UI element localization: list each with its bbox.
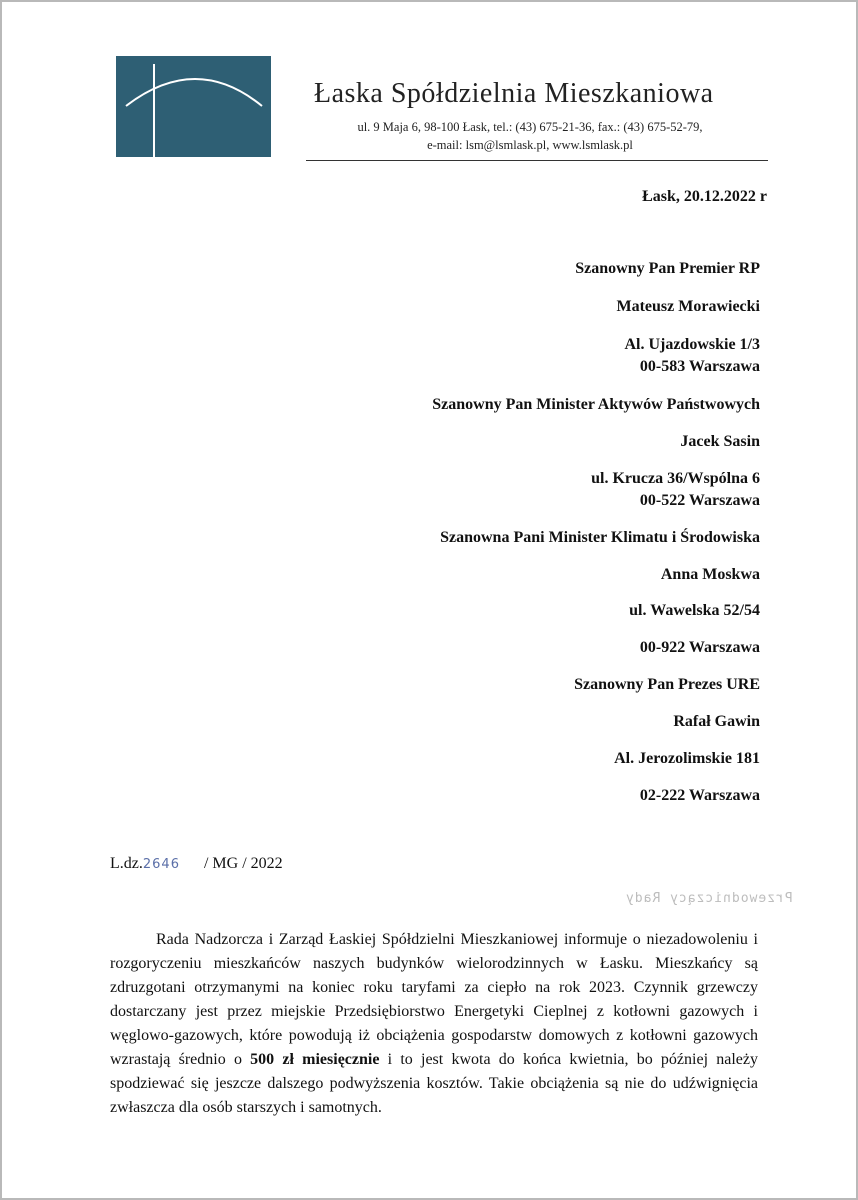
body-paragraph	[110, 928, 758, 1120]
body-text-part1: Rada Nadzorcza i Zarząd Łaskiej Spółdzielni Mieszkaniowej informuje o niezadowoleniu i rozgoryczeniu mieszkańców naszych budynków wielorodzinnych w Łasku. Mieszkańcy są zdruzgotani otrzymanymi na koniec roku taryfami za ciepło na rok 2023. Czynnik grzewczy dostarczany jest przez miejskie Przedsiębiorstwo Energetyki Cieplnej z kotłowni gazowych i węglowo-gazowych, które powodują iż obciążenia gospodarstw domowych z kotłowni gazowych wzrastają średnio o	[110, 931, 758, 1068]
recipient-line: 02-222 Warszawa	[639, 787, 760, 804]
org-address	[310, 118, 750, 154]
recipient-line: Al. Ujazdowskie 1/3	[624, 336, 760, 353]
recipient-line: Szanowny Pan Minister Aktywów Państwowych	[432, 396, 760, 413]
recipient-line: Jacek Sasin	[680, 433, 760, 450]
reference-suffix: / MG / 2022	[203, 855, 283, 872]
recipient-line: Szanowny Pan Premier RP	[575, 260, 760, 277]
recipient-line: ul. Krucza 36/Wspólna 6	[591, 470, 760, 487]
recipient-line: ul. Wawelska 52/54	[629, 602, 760, 619]
header-divider	[306, 160, 768, 161]
org-address-line2: e-mail: lsm@lsmlask.pl, www.lsmlask.pl	[427, 138, 633, 152]
reference-prefix: L.dz.	[110, 855, 143, 872]
logo-text: SM	[297, 163, 357, 201]
house-roof-icon	[116, 56, 271, 157]
recipient-line: 00-922 Warszawa	[639, 639, 760, 656]
recipient-line: Szanowna Pani Minister Klimatu i Środowiska	[440, 529, 760, 546]
body-text-part2: i to jest kwota do końca kwietnia, bo później należy spodziewać się jeszcze dalszego podwyższenia kosztów. Takie obciążenia są nie do udźwignięcia zwłaszcza dla osób starszych i samotnych.	[110, 1051, 758, 1116]
bleed-through-stamp: Przewodniczący Rady	[625, 891, 793, 906]
logo	[116, 56, 348, 200]
letter-body	[110, 928, 758, 1120]
recipient-line: Mateusz Morawiecki	[616, 298, 760, 315]
recipient-line: Szanowny Pan Prezes URE	[574, 676, 760, 693]
reference-handwritten-number: 2646	[142, 857, 180, 872]
letter-date: Łask, 20.12.2022 r	[642, 188, 767, 205]
body-text-emphasis: 500 zł miesięcznie	[250, 1051, 380, 1068]
recipient-line: Al. Jerozolimskie 181	[614, 750, 760, 767]
recipient-line: Rafał Gawin	[673, 713, 760, 730]
recipient-line: 00-583 Warszawa	[639, 358, 760, 375]
recipient-line: Anna Moskwa	[660, 566, 760, 583]
org-address-line1: ul. 9 Maja 6, 98-100 Łask, tel.: (43) 675-21-36, fax.: (43) 675-52-79,	[357, 120, 703, 134]
reference-number	[110, 855, 283, 873]
recipient-line: 00-522 Warszawa	[639, 492, 760, 509]
org-name: Łaska Spółdzielnia Mieszkaniowa	[314, 78, 714, 109]
